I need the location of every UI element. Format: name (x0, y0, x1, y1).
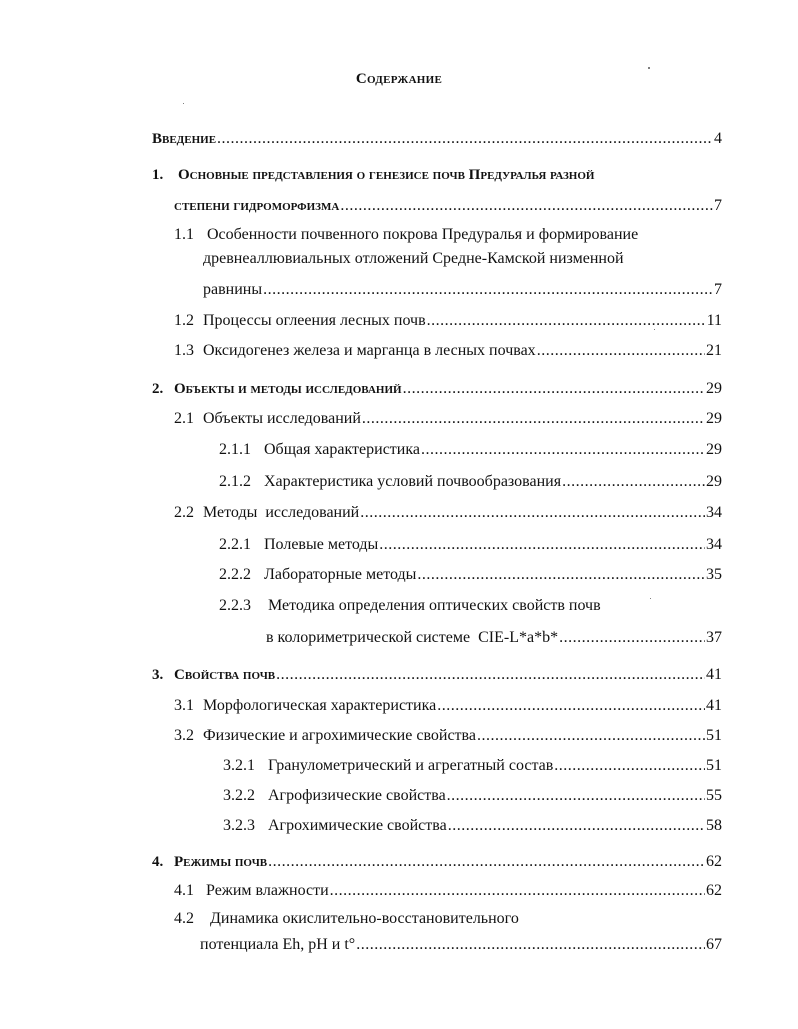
toc-entry-2-2[interactable] (174, 504, 722, 522)
toc-leader (537, 342, 705, 360)
toc-page-number: 62 (706, 853, 722, 870)
toc-entry-3[interactable] (152, 666, 722, 684)
toc-leader (217, 130, 713, 148)
toc-page-number: 34 (706, 536, 722, 553)
toc-entry-number: 2.1 (174, 410, 194, 427)
scan-speck (654, 329, 655, 330)
toc-entry-4-2[interactable] (200, 936, 722, 954)
toc-entry-label: Режим влажности (206, 882, 329, 899)
toc-entry-3-2-3[interactable] (223, 817, 722, 835)
toc-leader (427, 312, 706, 330)
toc-page-number: 7 (714, 281, 722, 298)
toc-leader (447, 787, 705, 805)
toc-entry-number: 3.2.2 (223, 787, 255, 804)
toc-leader (340, 197, 713, 215)
toc-page-number: 51 (706, 757, 722, 774)
toc-entry-number: 1.2 (174, 312, 194, 329)
toc-leader (268, 853, 705, 871)
toc-entry-label-line: Методика определения оптических свойств почв (268, 597, 601, 614)
toc-page-number: 29 (706, 473, 722, 490)
scan-speck (648, 67, 650, 69)
toc-entry-label-line: Динамика окислительно-восстановительного (210, 910, 519, 927)
toc-leader (421, 441, 705, 459)
toc-entry-number: 1.3 (174, 342, 194, 359)
toc-leader (417, 566, 705, 584)
toc-entry-1-1-line2 (203, 250, 624, 268)
toc-entry-4-2-line1[interactable] (174, 910, 519, 928)
toc-entry-label: Агрофизические свойства (268, 787, 446, 804)
toc-entry-label: Лабораторные методы (264, 566, 417, 583)
toc-page-number: 11 (706, 312, 722, 329)
toc-entry-label: Объекты и методы исследований (174, 381, 402, 397)
toc-entry-label: равнины (203, 281, 263, 298)
toc-entry-2-1-2[interactable] (219, 473, 722, 491)
toc-entry-number: 2.2 (174, 504, 194, 521)
toc-leader (437, 697, 705, 715)
toc-entry-label: Характеристика условий почвообразования (264, 473, 562, 490)
toc-page-number: 29 (706, 441, 722, 458)
toc-entry-2-1-1[interactable] (219, 441, 722, 459)
toc-entry-3-2-2[interactable] (223, 787, 722, 805)
toc-entry-label: Физические и агрохимические свойства (203, 727, 476, 744)
toc-entry-label: Методы исследований (203, 504, 360, 521)
toc-entry-number: 4.1 (174, 882, 194, 899)
toc-entry-label: Общая характеристика (264, 441, 420, 458)
toc-page-number: 67 (706, 936, 722, 953)
toc-page-number: 7 (714, 197, 722, 214)
toc-entry-number: 3. (152, 667, 164, 683)
toc-entry-number: 2.2.3 (219, 597, 251, 614)
toc-page-number: 29 (706, 410, 722, 427)
toc-entry-3-2[interactable] (174, 727, 722, 745)
toc-entry-number: 3.2 (174, 727, 194, 744)
toc-entry-number: 3.1 (174, 697, 194, 714)
toc-page-number: 62 (706, 882, 722, 899)
toc-leader (403, 380, 705, 398)
toc-entry-2-1[interactable] (174, 410, 722, 428)
toc-entry-1-2[interactable] (174, 312, 722, 330)
toc-entry-number: 3.2.3 (223, 817, 255, 834)
toc-entry-number: 4. (152, 854, 164, 870)
toc-entry-label: Введение (152, 131, 217, 147)
toc-entry-2-2-3[interactable] (266, 629, 722, 647)
toc-entry-label: Морфологическая характеристика (203, 697, 437, 714)
toc-leader (562, 473, 705, 491)
toc-page-number: 4 (714, 130, 722, 147)
toc-entry-label-line: древнеаллювиальных отложений Средне-Камской низменной (203, 250, 624, 267)
toc-entry-number: 2.1.2 (219, 473, 251, 490)
toc-page-number: 29 (706, 380, 722, 397)
toc-entry-label: Гранулометрический и агрегатный состав (268, 757, 554, 774)
toc-page-number: 21 (706, 342, 722, 359)
toc-entry-3-2-1[interactable] (223, 757, 722, 775)
toc-entry-number: 2.1.1 (219, 441, 251, 458)
toc-entry-label: Оксидогенез железа и марганца в лесных почвах (203, 342, 536, 359)
toc-entry-3-1[interactable] (174, 697, 722, 715)
toc-entry-label: Процессы оглеения лесных почв (203, 312, 426, 329)
toc-entry-label: Свойства почв (174, 667, 276, 683)
toc-entry-number: 2. (152, 381, 164, 397)
toc-entry-number: 1.1 (174, 226, 194, 243)
toc-entry-1[interactable] (174, 197, 722, 215)
toc-page-number: 58 (706, 817, 722, 834)
toc-leader (559, 629, 705, 647)
toc-entry-2-2-1[interactable] (219, 536, 722, 554)
toc-page-number: 41 (706, 666, 722, 683)
toc-entry-label: Полевые методы (264, 536, 379, 553)
toc-leader (554, 757, 705, 775)
toc-leader (477, 727, 705, 745)
toc-entry-2[interactable] (152, 380, 722, 398)
toc-page-number: 51 (706, 727, 722, 744)
toc-entry-label-line: Особенности почвенного покрова Предуралья и формирование (207, 226, 639, 243)
toc-entry-4-1[interactable] (174, 882, 722, 900)
toc-leader (360, 504, 705, 522)
toc-page-number: 55 (706, 787, 722, 804)
toc-leader (276, 666, 705, 684)
toc-entry-1-line1[interactable] (152, 166, 594, 184)
toc-entry-number: 4.2 (174, 910, 194, 927)
toc-entry-2-2-3-line1[interactable] (219, 597, 601, 615)
toc-entry-label: в колориметрической системе CIE-L*a*b* (266, 629, 559, 646)
toc-entry-1-1-line1[interactable] (174, 226, 638, 244)
toc-leader (362, 410, 705, 428)
scan-speck (183, 103, 184, 104)
toc-entry-number: 3.2.1 (223, 757, 255, 774)
toc-entry-number: 2.2.1 (219, 536, 251, 553)
toc-entry-label-line: Основные представления о генезисе почв Предуралья разной (178, 167, 595, 183)
toc-entry-1-3[interactable] (174, 342, 722, 360)
toc-entry-label: Объекты исследований (203, 410, 361, 427)
toc-page-number: 34 (706, 504, 722, 521)
toc-entry-intro[interactable] (152, 130, 722, 148)
toc-entry-2-2-2[interactable] (219, 566, 722, 584)
toc-entry-label: Режимы почв (174, 854, 268, 870)
toc-entry-label: потенциала Eh, pH и t° (200, 936, 356, 953)
toc-leader (448, 817, 705, 835)
toc-entry-number: 1. (152, 167, 164, 183)
toc-entry-label: степени гидроморфизма (174, 198, 340, 214)
toc-leader (330, 882, 705, 900)
toc-page-number: 41 (706, 697, 722, 714)
toc-page-number: 37 (706, 629, 722, 646)
toc-leader (379, 536, 705, 554)
scan-speck (650, 598, 651, 599)
toc-leader (263, 281, 713, 299)
toc-leader (356, 936, 705, 954)
toc-entry-4[interactable] (152, 853, 722, 871)
toc-entry-label: Агрохимические свойства (268, 817, 447, 834)
toc-entry-1-1[interactable] (203, 281, 722, 299)
page-title: Содержание (355, 71, 443, 87)
toc-entry-number: 2.2.2 (219, 566, 251, 583)
toc-page-number: 35 (706, 566, 722, 583)
